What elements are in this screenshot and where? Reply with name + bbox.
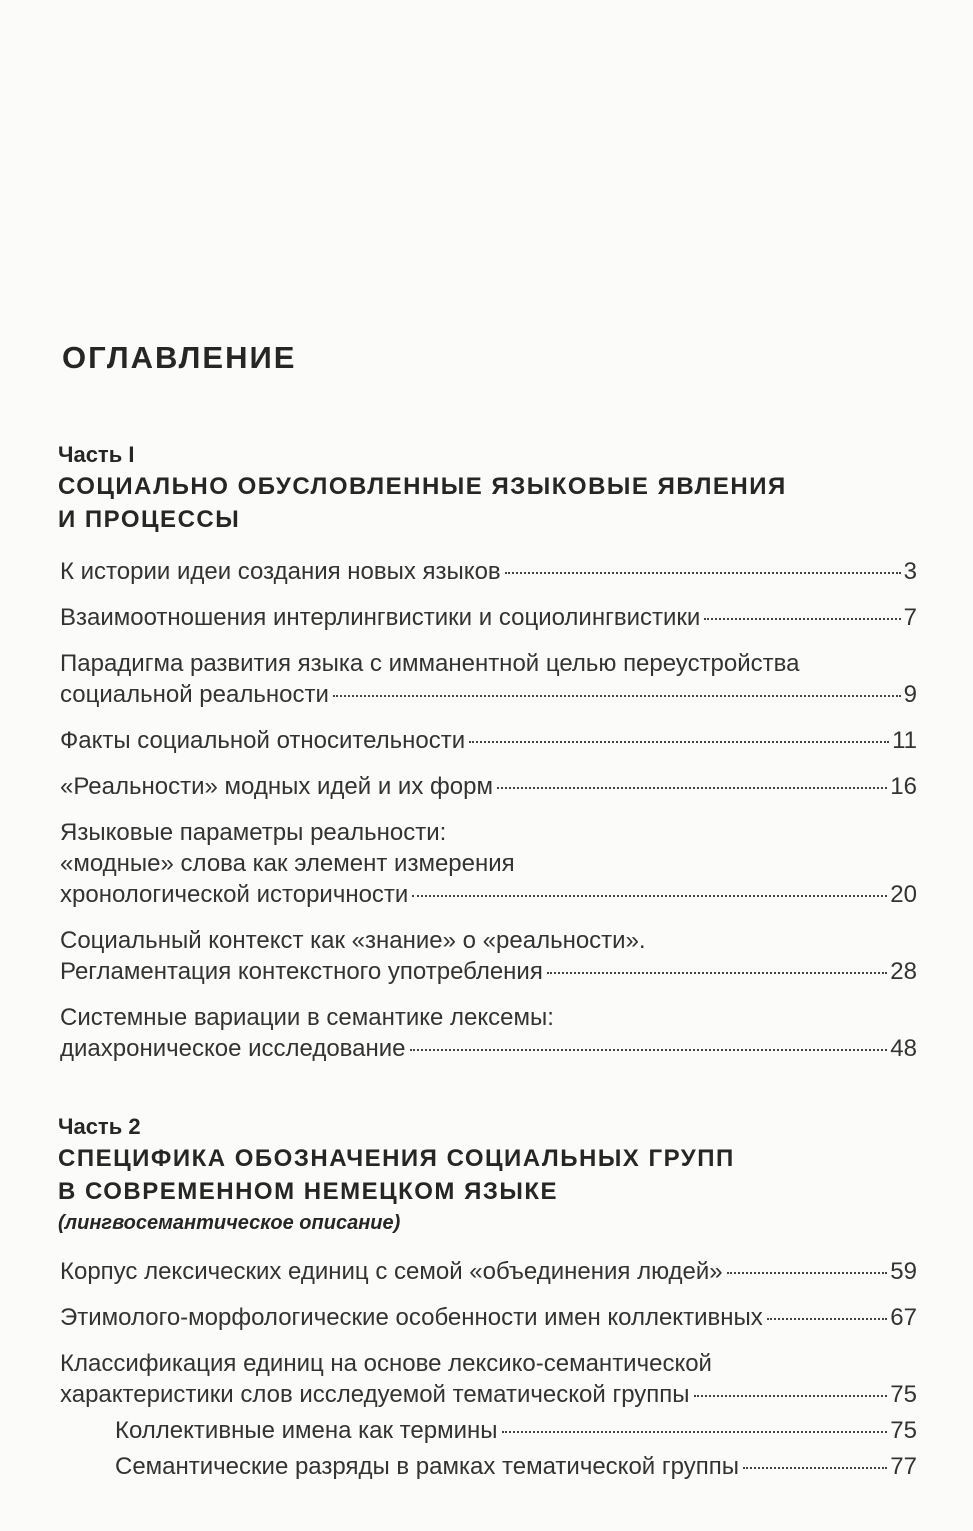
part-2-header bbox=[58, 1112, 918, 1238]
entry-text: Социальный контекст как «знание» о «реальности». bbox=[60, 927, 646, 954]
entry-text: «модные» слова как элемент измерения bbox=[60, 850, 515, 877]
toc-entry[interactable] bbox=[60, 602, 917, 633]
dot-leader bbox=[727, 1272, 888, 1274]
dot-leader bbox=[333, 695, 901, 697]
entry-text: Коллективные имена как термины bbox=[115, 1417, 498, 1444]
page-number: 11 bbox=[892, 727, 917, 754]
entry-text: Регламентация контекстного употребления bbox=[60, 958, 543, 985]
entry-text: «Реальности» модных идей и их форм bbox=[60, 773, 493, 800]
page-title: ОГЛАВЛЕНИЕ bbox=[62, 340, 297, 375]
toc-entry[interactable] bbox=[60, 556, 917, 587]
page-number: 67 bbox=[890, 1304, 917, 1331]
page-number: 75 bbox=[890, 1417, 917, 1444]
entry-text: Факты социальной относительности bbox=[60, 727, 466, 754]
entry-text: Семантические разряды в рамках тематической группы bbox=[115, 1453, 739, 1480]
part-title-line: СПЕЦИФИКА ОБОЗНАЧЕНИЯ СОЦИАЛЬНЫХ ГРУПП bbox=[58, 1145, 735, 1172]
part-title-line: И ПРОЦЕССЫ bbox=[58, 506, 241, 533]
dot-leader bbox=[704, 618, 900, 620]
dot-leader bbox=[505, 572, 901, 574]
page-number: 9 bbox=[903, 681, 917, 708]
entry-text: Корпус лексических единиц с семой «объединения людей» bbox=[60, 1258, 723, 1285]
toc-subentry[interactable] bbox=[115, 1415, 917, 1446]
entry-text: диахроническое исследование bbox=[60, 1035, 406, 1062]
page-number: 3 bbox=[903, 558, 917, 585]
part-1-header bbox=[58, 440, 918, 536]
entry-text: Взаимоотношения интерлингвистики и социолингвистики bbox=[60, 604, 701, 631]
toc-entry[interactable] bbox=[60, 925, 917, 987]
part-subtitle: (лингвосемантическое описание) bbox=[58, 1212, 401, 1234]
page-number: 20 bbox=[890, 881, 917, 908]
dot-leader bbox=[502, 1431, 888, 1433]
toc-entry[interactable] bbox=[60, 1256, 917, 1287]
toc-entry[interactable] bbox=[60, 1302, 917, 1333]
toc-entry[interactable] bbox=[60, 648, 917, 710]
part-label: Часть 2 bbox=[58, 1114, 141, 1139]
toc-subentry[interactable] bbox=[115, 1451, 917, 1482]
toc-entry[interactable] bbox=[60, 771, 917, 802]
entry-text: Классификация единиц на основе лексико-семантической bbox=[60, 1350, 712, 1377]
page-number: 48 bbox=[890, 1035, 917, 1062]
part-label: Часть I bbox=[58, 442, 135, 467]
entry-text: Парадигма развития языка с имманентной целью переустройства bbox=[60, 650, 800, 677]
part-title-line: В СОВРЕМЕННОМ НЕМЕЦКОМ ЯЗЫКЕ bbox=[58, 1178, 559, 1205]
entry-text: Этимолого-морфологические особенности имен коллективных bbox=[60, 1304, 763, 1331]
dot-leader bbox=[547, 972, 887, 974]
page-number: 7 bbox=[903, 604, 917, 631]
entry-text: Системные вариации в семантике лексемы: bbox=[60, 1004, 554, 1031]
toc-entry[interactable] bbox=[60, 1002, 917, 1064]
toc-entry[interactable] bbox=[60, 725, 917, 756]
entry-text: К истории идеи создания новых языков bbox=[60, 558, 501, 585]
dot-leader bbox=[469, 741, 889, 743]
entry-text: характеристики слов исследуемой тематической группы bbox=[60, 1381, 690, 1408]
dot-leader bbox=[767, 1318, 888, 1320]
dot-leader bbox=[743, 1467, 887, 1469]
dot-leader bbox=[410, 1049, 888, 1051]
page-number: 77 bbox=[890, 1453, 917, 1480]
entry-text: социальной реальности bbox=[60, 681, 329, 708]
toc-entry[interactable] bbox=[60, 1348, 917, 1410]
entry-text: хронологической историчности bbox=[60, 881, 409, 908]
part-title-line: СОЦИАЛЬНО ОБУСЛОВЛЕННЫЕ ЯЗЫКОВЫЕ ЯВЛЕНИЯ bbox=[58, 473, 787, 500]
dot-leader bbox=[497, 787, 887, 789]
page-number: 28 bbox=[890, 958, 917, 985]
dot-leader bbox=[412, 895, 887, 897]
page-number: 16 bbox=[890, 773, 917, 800]
part-1-entries bbox=[60, 556, 917, 1079]
toc-entry[interactable] bbox=[60, 817, 917, 910]
page-number: 59 bbox=[890, 1258, 917, 1285]
dot-leader bbox=[694, 1395, 888, 1397]
entry-text: Языковые параметры реальности: bbox=[60, 819, 447, 846]
page-number: 75 bbox=[890, 1381, 917, 1408]
part-2-entries bbox=[60, 1256, 917, 1487]
